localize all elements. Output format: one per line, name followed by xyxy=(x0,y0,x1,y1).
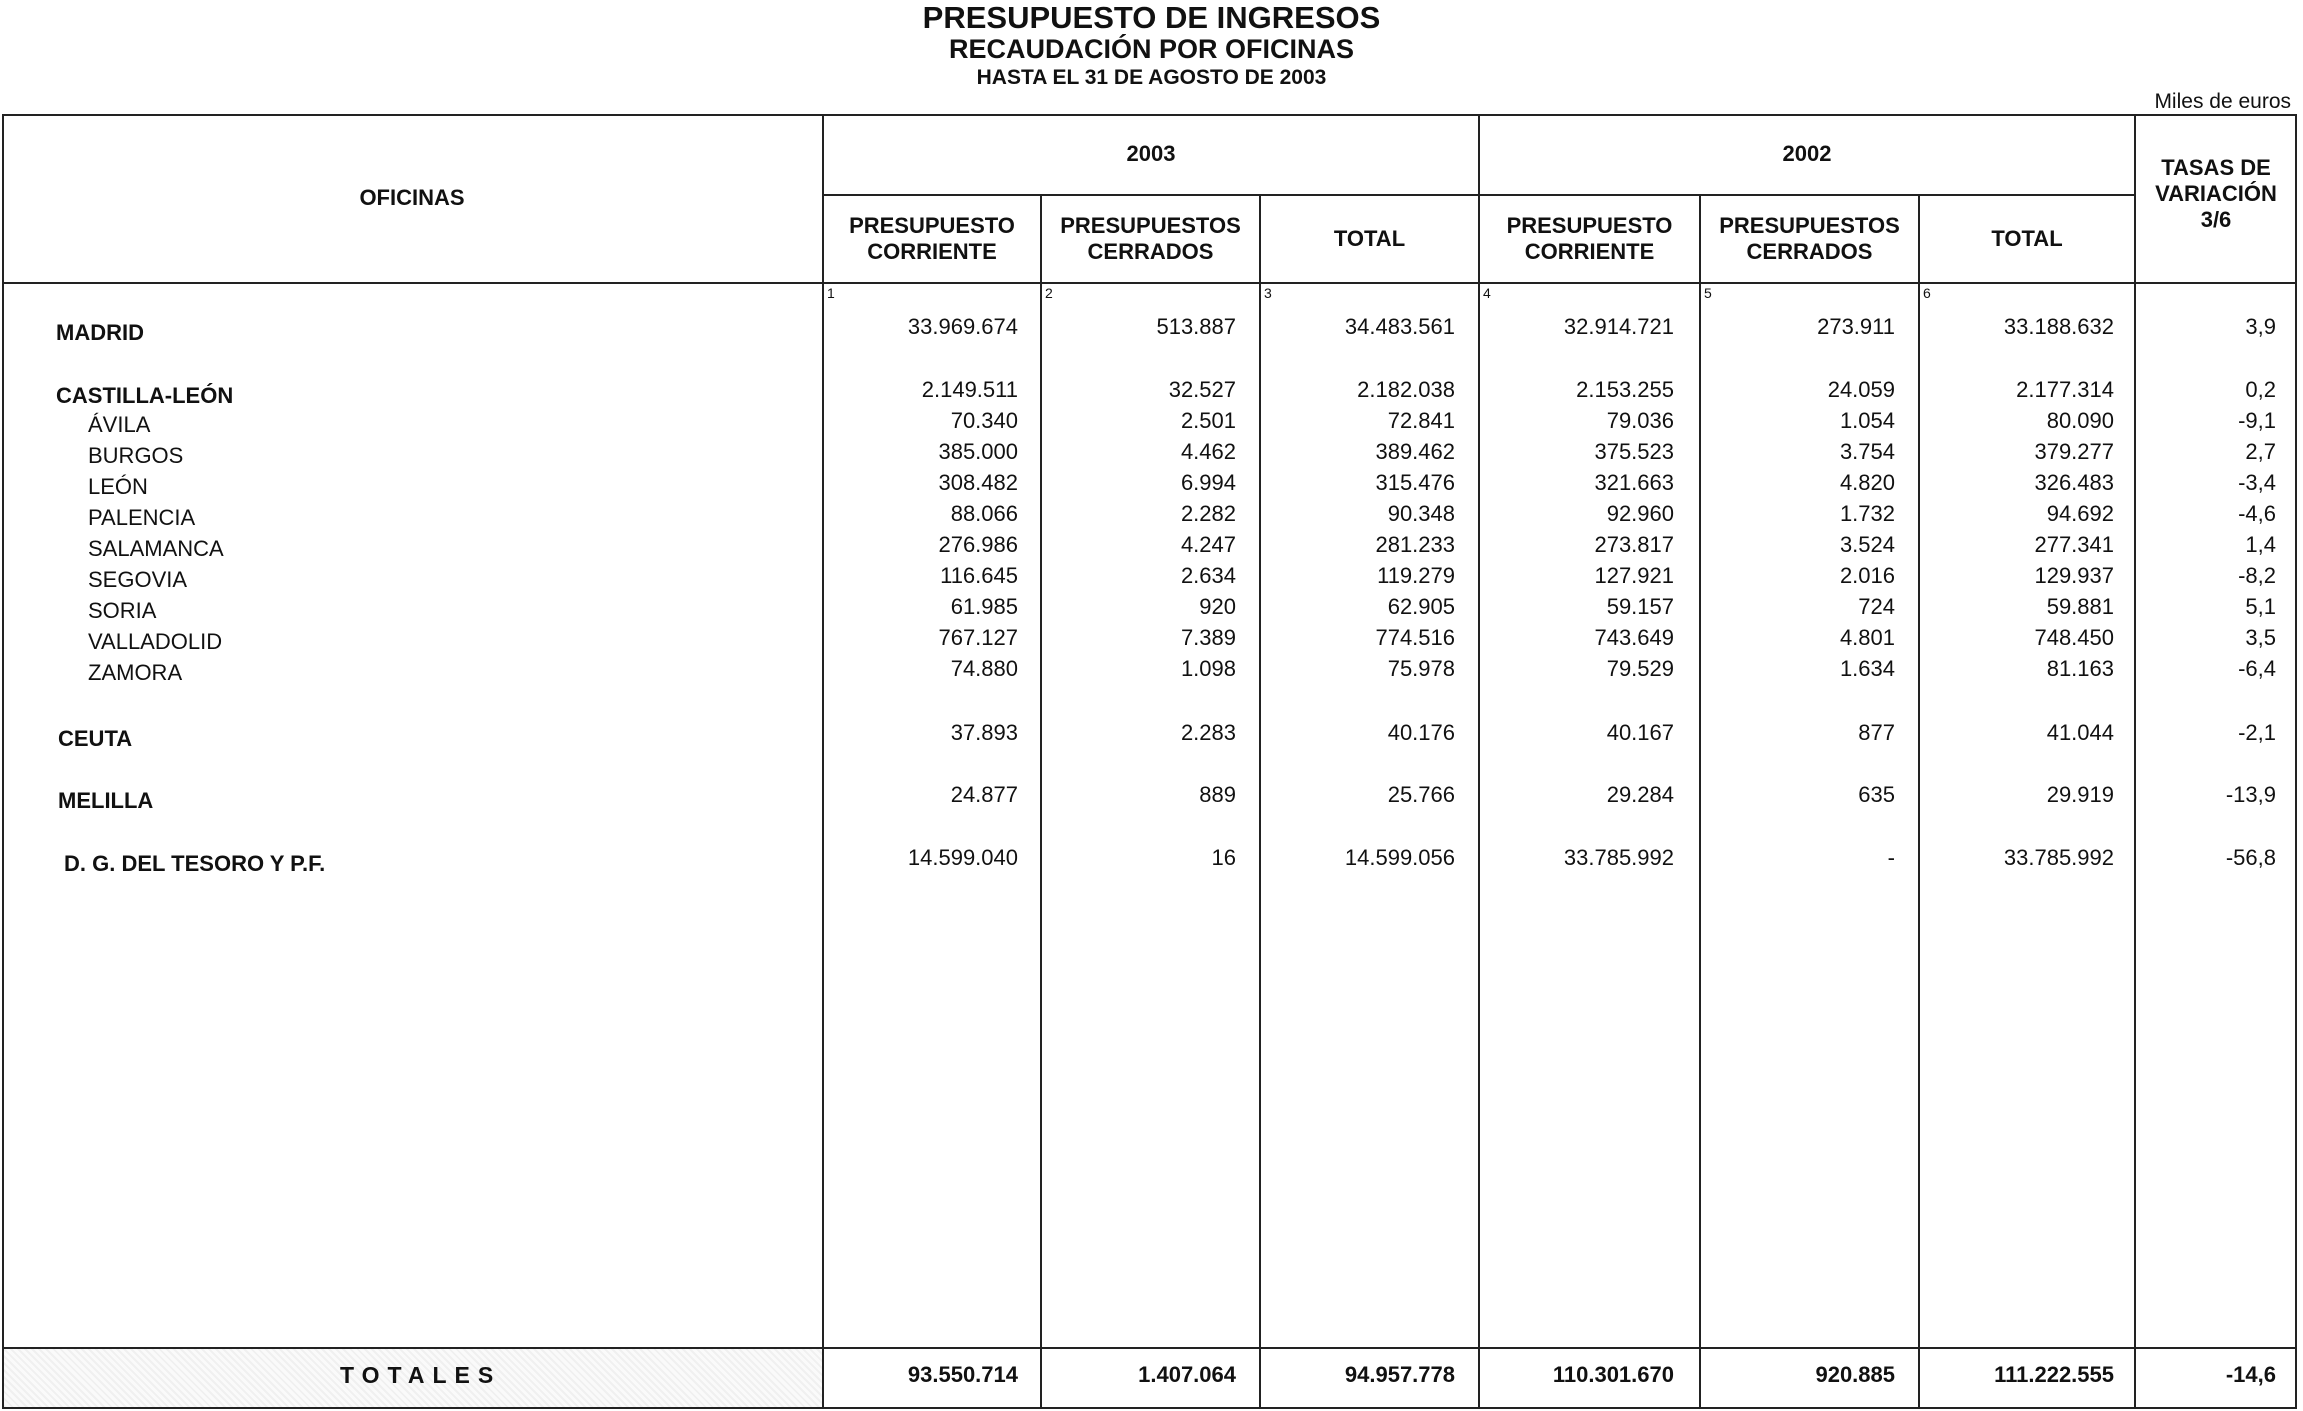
amount-cell: 743.649 xyxy=(1594,625,1674,650)
amount-cell: 29.919 xyxy=(2046,782,2114,807)
amount-cell: 79.529 xyxy=(1606,656,1674,681)
amount-cell: 3.524 xyxy=(1839,532,1895,557)
amount-cell: 2.282 xyxy=(1180,501,1236,526)
total-variation-rate: -14,6 xyxy=(2225,1362,2276,1387)
table-row xyxy=(0,408,2303,438)
total-value: 1.407.064 xyxy=(1138,1362,1236,1387)
amount-cell: 2.153.255 xyxy=(1576,377,1674,402)
amount-cell: 724 xyxy=(1858,594,1895,619)
column-number: 2 xyxy=(1045,285,1053,301)
subheader-presupuestos-cerrados-2003: PRESUPUESTOS CERRADOS xyxy=(1060,213,1241,264)
variation-rate-cell: -2,1 xyxy=(2238,720,2276,745)
office-name: D. G. DEL TESORO Y P.F. xyxy=(64,851,326,876)
amount-cell: 75.978 xyxy=(1387,656,1455,681)
office-name: MADRID xyxy=(56,320,144,345)
variation-rate-line3: 3/6 xyxy=(2200,207,2232,232)
amount-cell: 2.149.511 xyxy=(921,377,1018,402)
amount-cell: 385.000 xyxy=(938,439,1018,464)
table-row xyxy=(0,720,2303,750)
amount-cell: 59.881 xyxy=(2046,594,2114,619)
amount-cell: 59.157 xyxy=(1606,594,1674,619)
amount-cell: 2.283 xyxy=(1180,720,1236,745)
amount-cell: - xyxy=(1887,845,1895,870)
amount-cell: 767.127 xyxy=(938,625,1018,650)
amount-cell: 774.516 xyxy=(1375,625,1455,650)
column-number: 6 xyxy=(1923,285,1931,301)
table-row xyxy=(0,656,2303,686)
amount-cell: 308.482 xyxy=(938,470,1018,495)
amount-cell: 74.880 xyxy=(950,656,1018,681)
column-divider xyxy=(822,114,824,1409)
column-number: 1 xyxy=(827,285,835,301)
variation-rate-line1: TASAS DE xyxy=(2161,155,2271,180)
office-name: SORIA xyxy=(88,598,157,623)
amount-cell: 375.523 xyxy=(1594,439,1674,464)
office-name: LEÓN xyxy=(88,474,148,499)
variation-rate-cell: -9,1 xyxy=(2238,408,2276,433)
amount-cell: 2.177.314 xyxy=(2016,377,2114,402)
amount-cell: 7.389 xyxy=(1180,625,1236,650)
table-row xyxy=(0,563,2303,593)
column-divider xyxy=(1478,114,1480,1409)
variation-rate-cell: -6,4 xyxy=(2238,656,2276,681)
amount-cell: 1.634 xyxy=(1839,656,1895,681)
office-name: VALLADOLID xyxy=(88,629,223,654)
year-2002-header: 2002 xyxy=(1782,141,1832,166)
office-name: SEGOVIA xyxy=(88,567,188,592)
amount-cell: 379.277 xyxy=(2034,439,2114,464)
office-name: ZAMORA xyxy=(88,660,183,685)
variation-rate-cell: -4,6 xyxy=(2238,501,2276,526)
amount-cell: 129.937 xyxy=(2034,563,2114,588)
units-label: Miles de euros xyxy=(2154,90,2291,113)
variation-rate-cell: -3,4 xyxy=(2238,470,2276,495)
table-row xyxy=(0,377,2303,407)
oficinas-header: OFICINAS xyxy=(359,185,465,210)
amount-cell: 32.527 xyxy=(1168,377,1236,402)
variation-rate-cell: 2,7 xyxy=(2245,439,2276,464)
amount-cell: 81.163 xyxy=(2046,656,2114,681)
variation-rate-cell: -13,9 xyxy=(2225,782,2276,807)
amount-cell: 273.911 xyxy=(1817,314,1895,339)
subheader-total-2002: TOTAL xyxy=(1991,226,2063,251)
amount-cell: 24.877 xyxy=(950,782,1018,807)
total-value: 111.222.555 xyxy=(1994,1362,2114,1387)
variation-rate-cell: 3,5 xyxy=(2245,625,2276,650)
amount-cell: 61.985 xyxy=(950,594,1018,619)
amount-cell: 276.986 xyxy=(938,532,1018,557)
amount-cell: 70.340 xyxy=(950,408,1018,433)
office-name: CEUTA xyxy=(58,726,133,751)
amount-cell: 88.066 xyxy=(950,501,1018,526)
amount-cell: 33.188.632 xyxy=(2003,314,2114,339)
column-number: 4 xyxy=(1483,285,1491,301)
office-name: CASTILLA-LEÓN xyxy=(56,383,234,408)
header-bottom-line xyxy=(2,282,2297,284)
amount-cell: 4.801 xyxy=(1839,625,1895,650)
office-name: BURGOS xyxy=(88,443,184,468)
amount-cell: 80.090 xyxy=(2046,408,2114,433)
year-2003-header: 2003 xyxy=(1126,141,1176,166)
column-divider xyxy=(2134,114,2136,1409)
amount-cell: 16 xyxy=(1211,845,1236,870)
column-number: 3 xyxy=(1264,285,1272,301)
table-row xyxy=(0,782,2303,812)
subheader-presupuestos-cerrados-2002: PRESUPUESTOS CERRADOS xyxy=(1719,213,1900,264)
amount-cell: 3.754 xyxy=(1839,439,1895,464)
table-row xyxy=(0,845,2303,875)
amount-cell: 40.167 xyxy=(1606,720,1674,745)
variation-rate-cell: 1,4 xyxy=(2245,532,2276,557)
report-date: HASTA EL 31 DE AGOSTO DE 2003 xyxy=(976,66,1327,89)
amount-cell: 37.893 xyxy=(950,720,1018,745)
amount-cell: 94.692 xyxy=(2046,501,2114,526)
total-value: 94.957.778 xyxy=(1344,1362,1455,1387)
amount-cell: 116.645 xyxy=(940,563,1018,588)
amount-cell: 748.450 xyxy=(2034,625,2114,650)
amount-cell: 2.501 xyxy=(1180,408,1236,433)
report-title: PRESUPUESTO DE INGRESOS xyxy=(922,0,1381,35)
amount-cell: 29.284 xyxy=(1606,782,1674,807)
table-row xyxy=(0,625,2303,655)
table-row xyxy=(0,470,2303,500)
amount-cell: 1.098 xyxy=(1180,656,1236,681)
amount-cell: 326.483 xyxy=(2034,470,2114,495)
table-row xyxy=(0,501,2303,531)
amount-cell: 2.182.038 xyxy=(1357,377,1455,402)
total-value: 93.550.714 xyxy=(907,1362,1018,1387)
amount-cell: 920 xyxy=(1199,594,1236,619)
amount-cell: 14.599.056 xyxy=(1344,845,1455,870)
amount-cell: 1.054 xyxy=(1839,408,1895,433)
amount-cell: 33.785.992 xyxy=(2003,845,2114,870)
subheader-presupuesto-corriente-2003: PRESUPUESTO CORRIENTE xyxy=(849,213,1015,264)
amount-cell: 127.921 xyxy=(1594,563,1674,588)
amount-cell: 6.994 xyxy=(1180,470,1236,495)
amount-cell: 72.841 xyxy=(1387,408,1455,433)
amount-cell: 33.785.992 xyxy=(1563,845,1674,870)
amount-cell: 2.016 xyxy=(1839,563,1895,588)
amount-cell: 14.599.040 xyxy=(907,845,1018,870)
amount-cell: 92.960 xyxy=(1606,501,1674,526)
amount-cell: 1.732 xyxy=(1839,501,1895,526)
amount-cell: 4.462 xyxy=(1180,439,1236,464)
amount-cell: 2.634 xyxy=(1180,563,1236,588)
amount-cell: 62.905 xyxy=(1387,594,1455,619)
amount-cell: 4.247 xyxy=(1180,532,1236,557)
variation-rate-cell: 5,1 xyxy=(2245,594,2276,619)
table-row xyxy=(0,314,2303,344)
office-name: SALAMANCA xyxy=(88,536,224,561)
amount-cell: 32.914.721 xyxy=(1563,314,1674,339)
table-row xyxy=(0,594,2303,624)
amount-cell: 389.462 xyxy=(1375,439,1455,464)
amount-cell: 315.476 xyxy=(1375,470,1455,495)
amount-cell: 33.969.674 xyxy=(907,314,1018,339)
total-value: 110.301.670 xyxy=(1552,1362,1674,1387)
subheader-presupuesto-corriente-2002: PRESUPUESTO CORRIENTE xyxy=(1506,213,1673,264)
variation-rate-header xyxy=(2136,152,2296,236)
amount-cell: 4.820 xyxy=(1839,470,1895,495)
amount-cell: 277.341 xyxy=(2034,532,2114,557)
amount-cell: 635 xyxy=(1858,782,1895,807)
amount-cell: 877 xyxy=(1858,720,1895,745)
amount-cell: 281.233 xyxy=(1375,532,1455,557)
amount-cell: 321.663 xyxy=(1594,470,1674,495)
amount-cell: 79.036 xyxy=(1606,408,1674,433)
table-row xyxy=(0,532,2303,562)
subheader-total-2003: TOTAL xyxy=(1333,226,1406,251)
variation-rate-cell: -8,2 xyxy=(2238,563,2276,588)
table-row xyxy=(0,439,2303,469)
amount-cell: 273.817 xyxy=(1594,532,1674,557)
variation-rate-cell: -56,8 xyxy=(2225,845,2276,870)
variation-rate-cell: 3,9 xyxy=(2245,314,2276,339)
totals-label: TOTALES xyxy=(340,1362,502,1388)
amount-cell: 513.887 xyxy=(1156,314,1236,339)
amount-cell: 24.059 xyxy=(1827,377,1895,402)
office-name: MELILLA xyxy=(58,788,154,813)
office-name: PALENCIA xyxy=(88,505,196,530)
table-frame xyxy=(2,114,2297,1409)
amount-cell: 889 xyxy=(1199,782,1236,807)
variation-rate-cell: 0,2 xyxy=(2245,377,2276,402)
amount-cell: 34.483.561 xyxy=(1344,314,1455,339)
amount-cell: 25.766 xyxy=(1387,782,1455,807)
amount-cell: 90.348 xyxy=(1387,501,1455,526)
amount-cell: 119.279 xyxy=(1377,563,1455,588)
amount-cell: 41.044 xyxy=(2046,720,2114,745)
report-subtitle: RECAUDACIÓN POR OFICINAS xyxy=(948,34,1354,64)
total-value: 920.885 xyxy=(1815,1362,1895,1387)
column-number: 5 xyxy=(1704,285,1712,301)
variation-rate-line2: VARIACIÓN xyxy=(2155,181,2277,206)
office-name: ÁVILA xyxy=(88,412,151,437)
amount-cell: 40.176 xyxy=(1387,720,1455,745)
